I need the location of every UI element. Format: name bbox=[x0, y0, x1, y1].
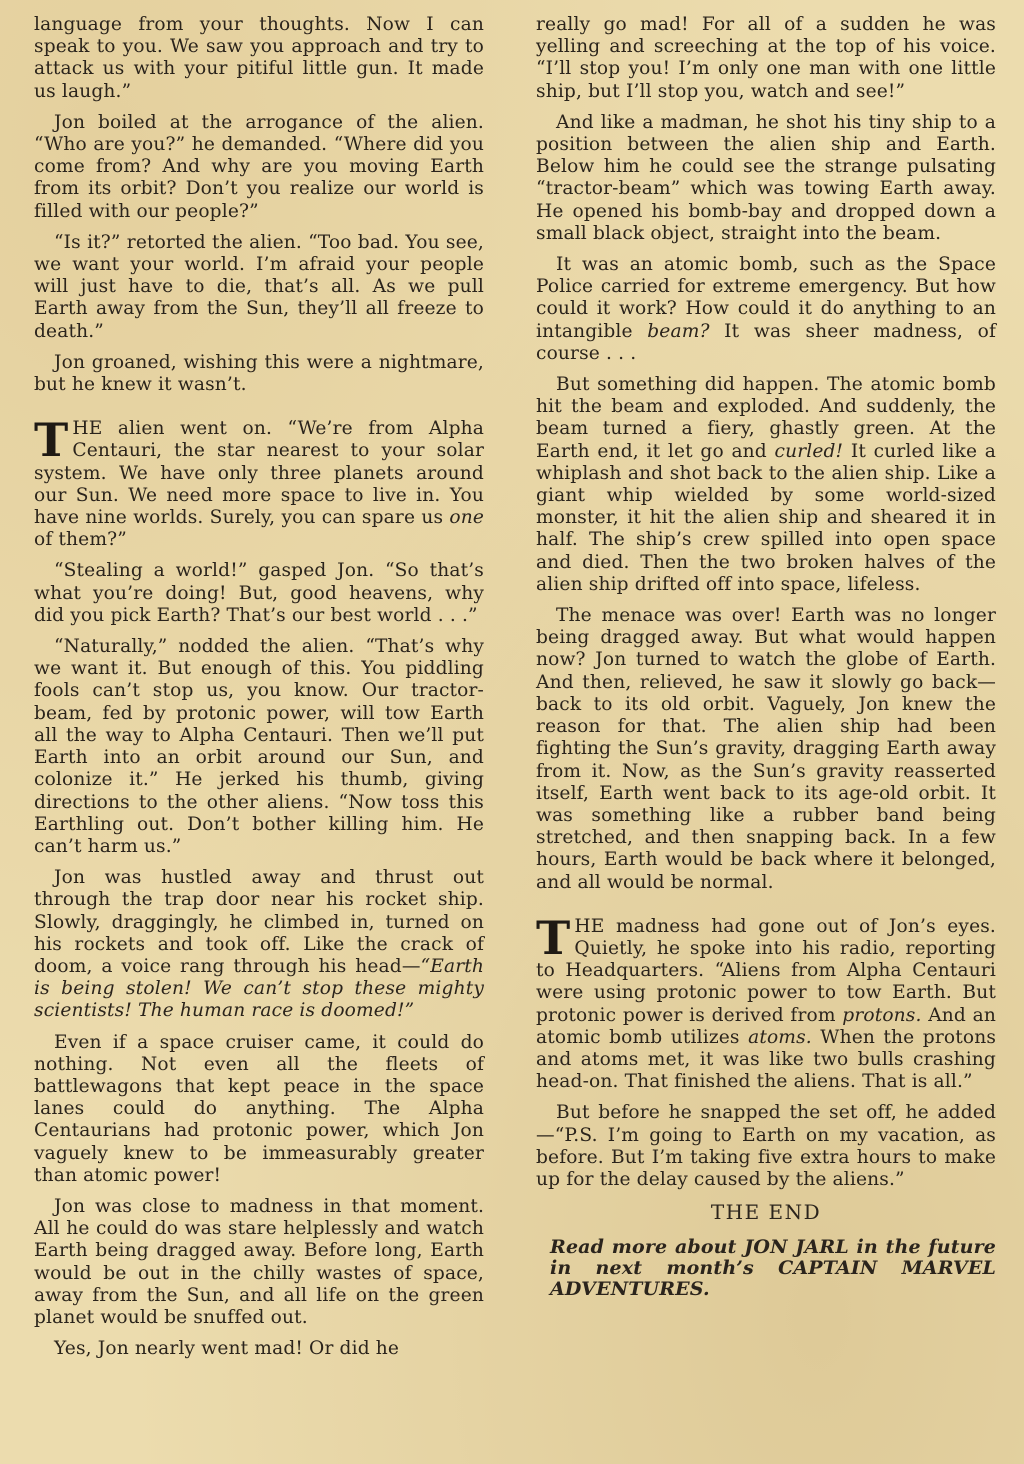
drop-cap: T bbox=[34, 413, 69, 468]
section-opening-paragraph bbox=[34, 413, 484, 551]
paragraph bbox=[536, 374, 996, 596]
paragraph: Jon groaned, wishing this were a nightmare, but he knew it wasn’t. bbox=[34, 351, 484, 396]
left-column bbox=[34, 14, 484, 1369]
paragraph-text: HE madness had gone out of Jon’s eyes. Quietly, he spoke into his radio, reporting to Headquarters. “Aliens from Alpha Centauri were using protonic power to tow Earth. But protonic power is derived from bbox=[536, 915, 996, 1026]
paragraph bbox=[536, 254, 996, 365]
paragraph: “Is it?” retorted the alien. “Too bad. You see, we want your world. I’m afraid your people will just have to die, that’s all. As we pull Earth away from the Sun, they’ll all freeze to death.” bbox=[34, 231, 484, 342]
paragraph-text: It was an atomic bomb, such as the Space Police carried for extreme emergency. But how could it work? How could it do anything to an intangible bbox=[536, 254, 996, 342]
emphasis-text: one bbox=[449, 507, 484, 529]
paragraph: “Stealing a world!” gasped Jon. “So that’s what you’re doing! But, good heavens, why did you pick Earth? That’s our best world . . .” bbox=[34, 560, 484, 626]
the-end-heading: THE END bbox=[710, 1200, 822, 1225]
paragraph-text: And an atomic bomb utilizes bbox=[536, 1004, 996, 1048]
paragraph: The menace was over! Earth was no longer being dragged away. But what would happen now? Jon turned to watch the globe of Earth. And then, relieved, he saw it slowly go back—back to its old orbit. Vaguely, Jon knew the reason for that. The alien ship had been fighting the Sun’s gravity, dragging Earth away from it. Now, as the Sun’s gravity reasserted itself, Earth went back to its age-old orbit. It was something like a rubber band being stretched, and then snapping back. In a few hours, Earth would be back where it belonged, and all would be normal. bbox=[536, 605, 996, 893]
emphasis-text: “Earth is being stolen! We can’t stop these mighty scientists! The human race is doomed!” bbox=[34, 955, 484, 1022]
emphasis-text: protons. bbox=[842, 1004, 922, 1026]
paragraph: “Naturally,” nodded the alien. “That’s why we want it. But enough of this. You piddling fools can’t stop us, you know. Our tractor-beam, fed by protonic power, will tow Earth all the way to Alpha Centauri. Then we’ll put Earth into an orbit around our Sun, and colonize it.” He jerked his thumb, giving directions to the other aliens. “Now toss this Earthling out. Don’t bother killing him. He can’t harm us.” bbox=[34, 636, 484, 857]
paragraph bbox=[34, 867, 484, 1022]
paragraph: But before he snapped the set off, he added—“P.S. I’m going to Earth on my vacation, as before. But I’m taking five extra hours to make up for the delay caused by the aliens.” bbox=[536, 1102, 996, 1190]
paragraph: Jon boiled at the arrogance of the alien. “Who are you?” he demanded. “Where did you come from? And why are you moving Earth from its orbit? Don’t you realize our world is filled with our people?” bbox=[34, 111, 484, 222]
next-issue-promo: Read more about JON JARL in the future in next month’s CAPTAIN MARVEL ADVENTURES. bbox=[550, 1236, 996, 1301]
paragraph-text: of them?” bbox=[34, 529, 127, 551]
paragraph-text: It was sheer madness, of course . . . bbox=[536, 320, 996, 364]
emphasis-text: beam? bbox=[647, 320, 710, 342]
paragraph: Jon was close to madness in that moment. All he could do was stare helplessly and watch Earth being dragged away. Before long, Earth would be out in the chilly wastes of space, away from the Sun, and all life on the green planet would be snuffed out. bbox=[34, 1195, 484, 1328]
paragraph: really go mad! For all of a sudden he was yelling and screeching at the top of his voice. “I’ll stop you! I’m only one man with one little ship, but I’ll stop you, watch and see!” bbox=[536, 14, 996, 102]
drop-cap: T bbox=[536, 910, 571, 965]
paragraph-text: HE alien went on. “We’re from Alpha Centauri, the star nearest to your solar system. We have only three planets around our Sun. We need more space to live in. You have nine worlds. Surely, you can spare us bbox=[34, 418, 484, 529]
paragraph: language from your thoughts. Now I can speak to you. We saw you approach and try to attack us with your pitiful little gun. It made us laugh.” bbox=[34, 14, 484, 102]
paragraph: Even if a space cruiser came, it could do nothing. Not even all the fleets of battlewagons that kept peace in the space lanes could do anything. The Alpha Centaurians had protonic power, which Jon vaguely knew to be immeasurably greater than atomic power! bbox=[34, 1031, 484, 1186]
paragraph-text: But something did happen. The atomic bomb hit the beam and exploded. And suddenly, the beam turned a fiery, ghastly green. At the Earth end, it let go and bbox=[536, 374, 996, 462]
paragraph-text: Jon was hustled away and thrust out through the trap door near his rocket ship. Slowly, draggingly, he climbed in, turned on his rockets and took off. Like the crack of doom, a voice rang through his head— bbox=[34, 867, 484, 977]
emphasis-text: curled! bbox=[774, 440, 844, 462]
right-column bbox=[536, 14, 996, 1300]
paragraph: Yes, Jon nearly went mad! Or did he bbox=[54, 1338, 400, 1360]
paragraph-text: When the protons and atoms met, it was like two bulls crashing head-on. That finished the aliens. That is all.” bbox=[536, 1026, 997, 1093]
paragraph: And like a madman, he shot his tiny ship to a position between the alien ship and Earth. Below him he could see the strange pulsating “tractor-beam” which was towing Earth away. He opened his bomb-bay and dropped down a small black object, straight into the beam. bbox=[536, 111, 996, 244]
paragraph-text: It curled like a whiplash and shot back to the alien ship. Like a giant whip wielded by some world-sized monster, it hit the alien ship and sheared it in half. The ship’s crew spilled into open space and died. Then the two broken halves of the alien ship drifted off into space, lifeless. bbox=[536, 440, 996, 595]
section-opening-paragraph bbox=[536, 910, 997, 1094]
emphasis-text: atoms. bbox=[748, 1026, 812, 1048]
